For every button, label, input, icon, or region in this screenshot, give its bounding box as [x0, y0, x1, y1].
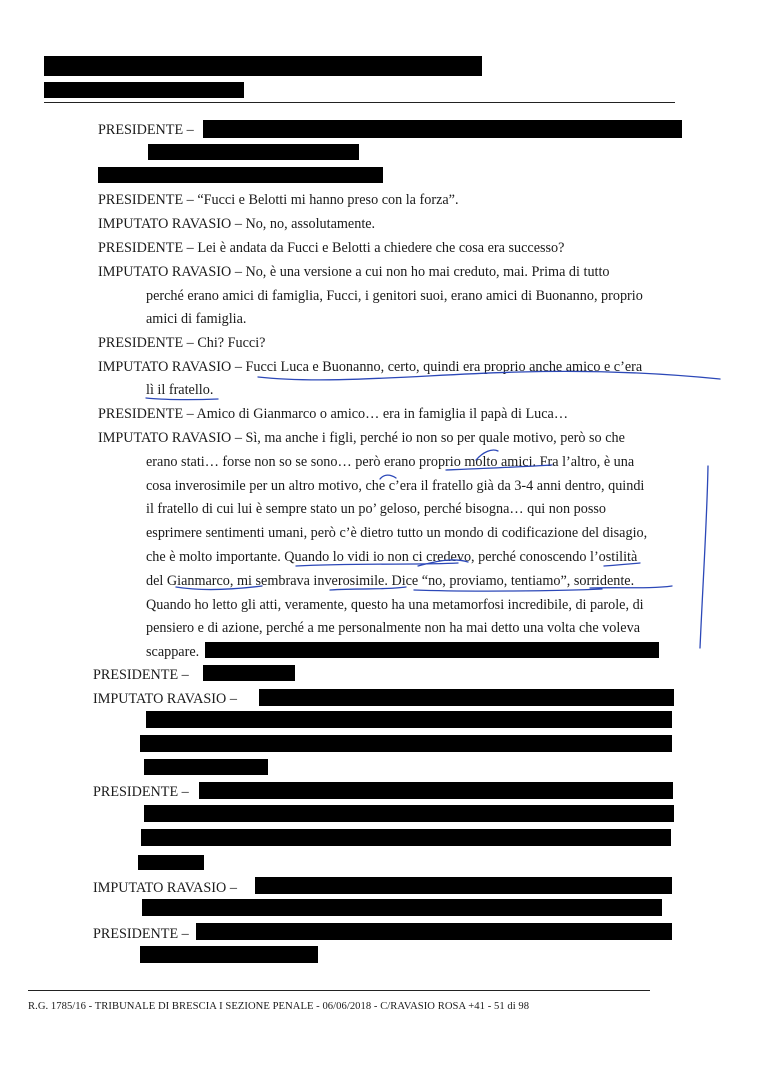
transcript-line: perché erano amici di famiglia, Fucci, i genitori suoi, erano amici di Buonanno, proprio [146, 288, 643, 304]
ink-underline [414, 589, 602, 591]
transcript-line: cosa inverosimile per un altro motivo, che c’era il fratello già da 3-4 anni dentro, quindi [146, 478, 645, 494]
transcript-line: esprimere sentimenti umani, però c’è dietro tutto un mondo di codificazione del disagio, [146, 525, 648, 541]
ink-underline [146, 398, 218, 400]
transcript-line: PRESIDENTE – Chi? Fucci? [98, 335, 266, 351]
ink-underline [330, 587, 406, 590]
speaker-label: PRESIDENTE – [93, 926, 189, 942]
ink-underline [590, 586, 672, 588]
ink-underline [258, 371, 720, 379]
transcript-line: PRESIDENTE – “Fucci e Belotti mi hanno preso con la forza”. [98, 192, 459, 208]
ink-underline [176, 586, 262, 590]
speaker-label: PRESIDENTE – [93, 784, 189, 800]
transcript-line: erano stati… forse non so se sono… però erano proprio molto amici. Fra l’altro, è una [146, 454, 635, 470]
ink-underline [476, 450, 498, 460]
speaker-label: IMPUTATO RAVASIO – [93, 880, 237, 896]
ink-underline [380, 475, 396, 479]
ink-underline [446, 465, 552, 470]
transcript-line: IMPUTATO RAVASIO – Fucci Luca e Buonanno, certo, quindi era proprio anche amico e c’era [98, 359, 643, 375]
transcript-line: del Gianmarco, mi sembrava inverosimile. Dice “no, proviamo, tentiamo”, sorridente. [146, 573, 635, 589]
ink-underline [604, 563, 640, 566]
transcript-line: IMPUTATO RAVASIO – No, no, assolutamente. [98, 216, 376, 232]
transcript-line: Quando ho letto gli atti, veramente, questo ha una metamorfosi incredibile, di parole, di [146, 597, 644, 613]
transcript-line: scappare. [146, 644, 200, 660]
ink-underline [296, 563, 458, 566]
speaker-label: PRESIDENTE – [93, 667, 189, 683]
transcript-line: amici di famiglia. [146, 311, 247, 327]
transcript-line: IMPUTATO RAVASIO – No, è una versione a cui non ho mai creduto, mai. Prima di tutto [98, 264, 610, 280]
transcript-line: il fratello di cui lui è sempre stato un po’ geloso, perché bisogna… qui non posso [146, 501, 606, 517]
transcript-line: PRESIDENTE – Lei è andata da Fucci e Belotti a chiedere che cosa era successo? [98, 240, 565, 256]
transcript-line: pensiero e di azione, perché a me personalmente non ha mai detto una volta che voleva [146, 620, 640, 636]
transcript-line: lì il fratello. [146, 382, 214, 398]
ink-margin-line [700, 466, 708, 648]
transcript-line: PRESIDENTE – Amico di Gianmarco o amico… era in famiglia il papà di Luca… [98, 406, 569, 422]
speaker-label: IMPUTATO RAVASIO – [93, 691, 237, 707]
transcript-line: IMPUTATO RAVASIO – Sì, ma anche i figli, perché io non so per quale motivo, però so che [98, 430, 625, 446]
speaker-label: PRESIDENTE – [98, 122, 194, 138]
transcript-line: che è molto importante. Quando lo vidi io non ci credevo, perché conoscendo l’ostilità [146, 549, 638, 565]
page-footer: R.G. 1785/16 - TRIBUNALE DI BRESCIA I SEZIONE PENALE - 06/06/2018 - C/RAVASIO ROSA +41 - 51 di 98 [28, 1001, 530, 1012]
